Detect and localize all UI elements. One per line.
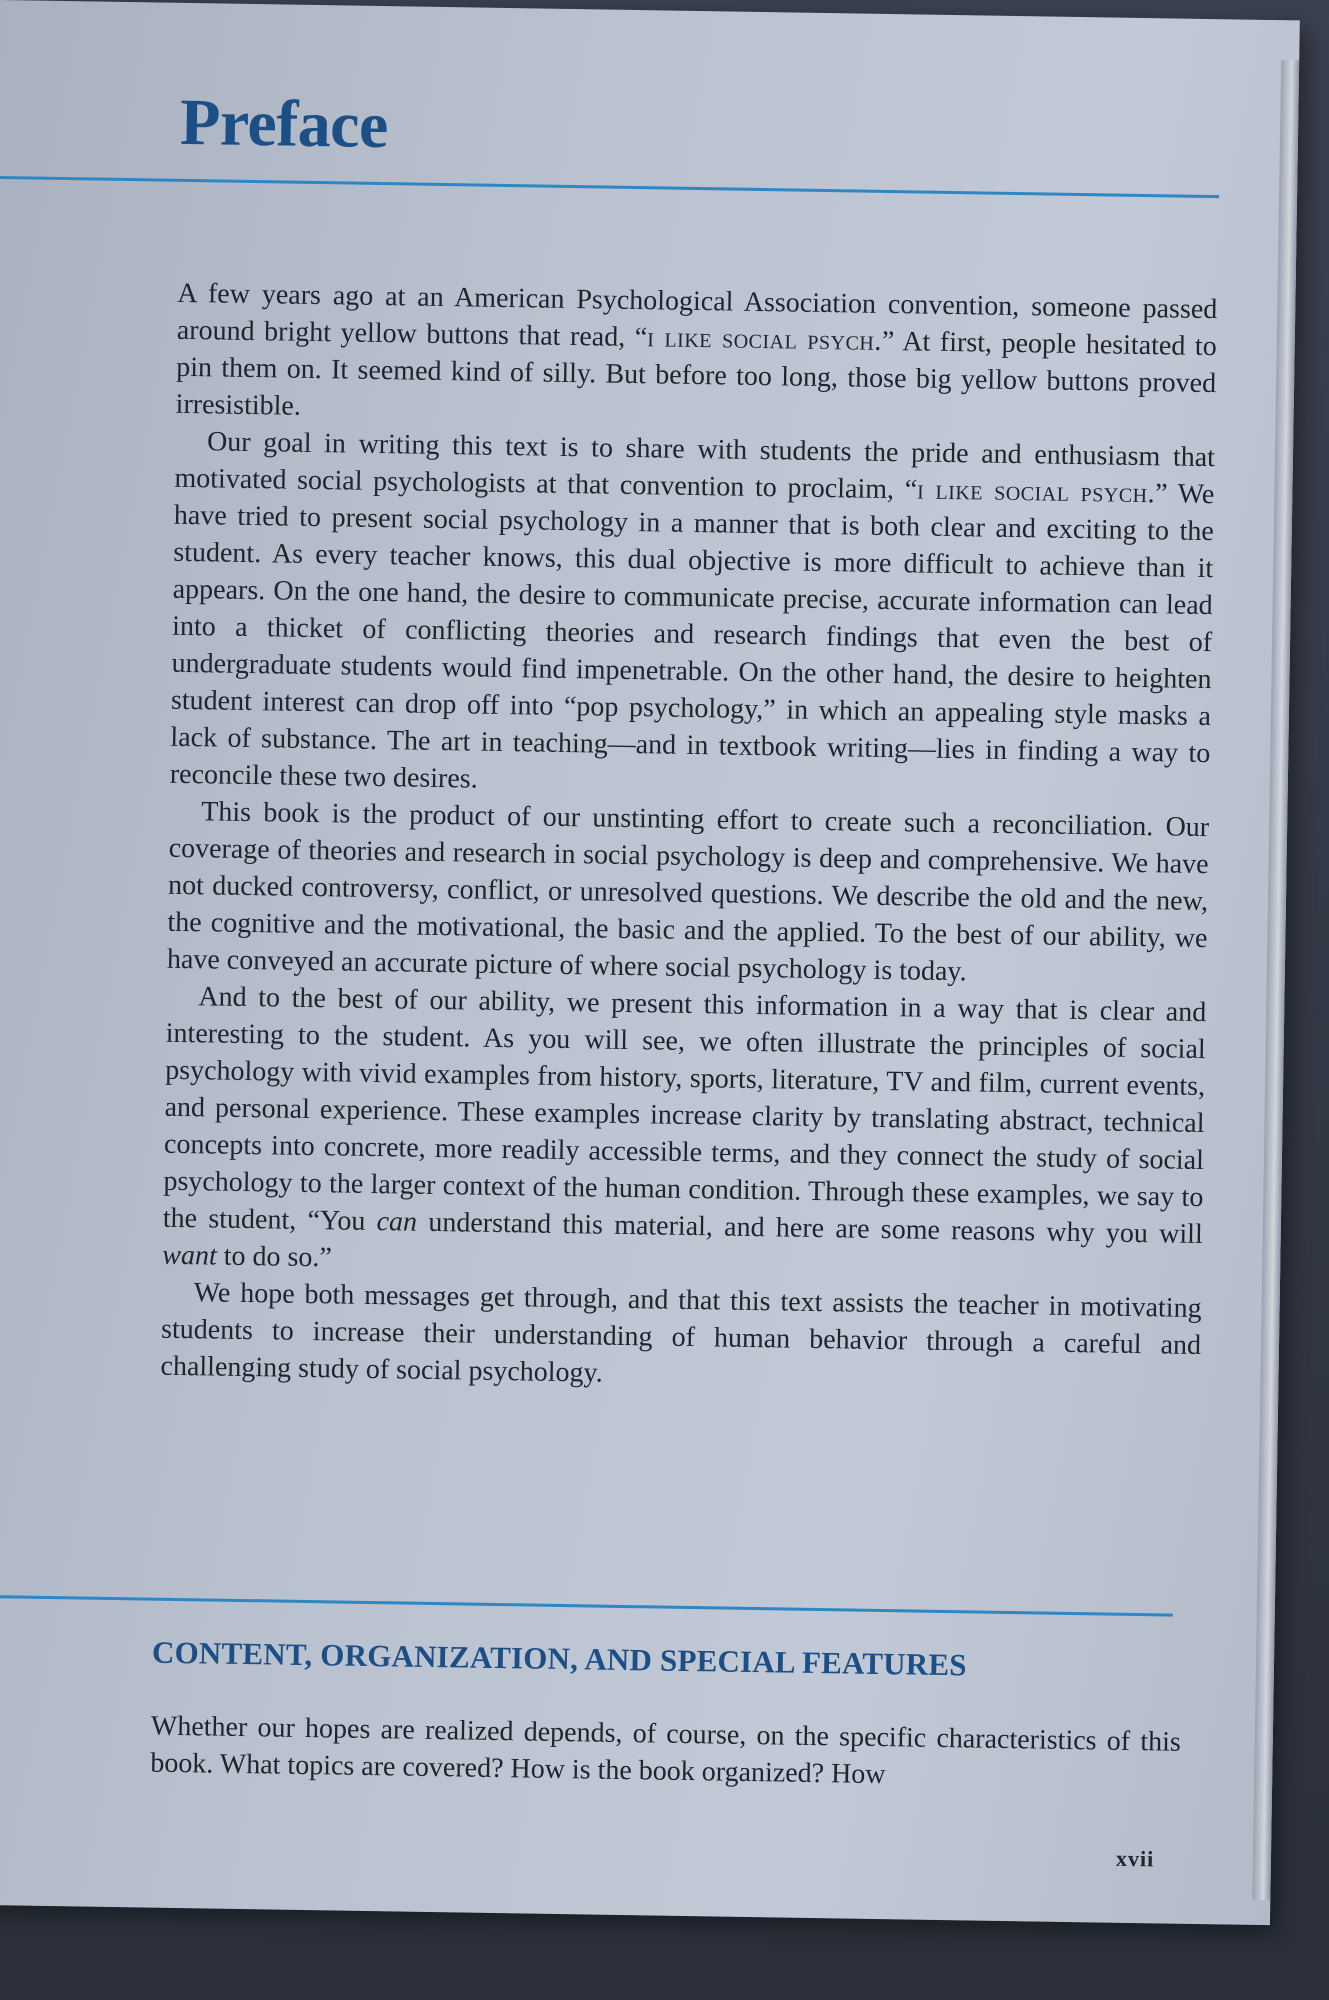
title-rule xyxy=(0,176,1219,198)
page-edge xyxy=(1252,60,1299,1900)
paragraph-4 xyxy=(162,978,1207,1290)
emphasis-want: want xyxy=(162,1239,218,1272)
paragraph-4-text: And to the best of our ability, we present this information in a way that is clear and interesting to the student. As you will see, we often illustrate the principles of social psychology with vivid examples from history, sports, literature, TV and film, current events, and personal experience. These examples increase clarity by translating abstract, technical concepts into concrete, more readily accessible terms, and they connect the study of social psychology to the larger context of the human condition. Through these examples, we say to the student, “You xyxy=(162,981,1207,1238)
paragraph-2-text: Our goal in writing this text is to share with students the pride and enthusiasm that motivated social psychologists at that convention to proclaim, “ xyxy=(174,426,1216,506)
paragraph-2 xyxy=(170,423,1216,809)
paragraph-4-text-middle: understand this material, and here are some reasons why you will xyxy=(416,1206,1204,1251)
paragraph-1-text-end: ” At first, people hesitated to pin them on. It seemed kind of silly. But before too long, those big yellow buttons proved irresistible. xyxy=(175,325,1217,422)
button-slogan: i like social psych. xyxy=(646,322,883,357)
paragraph-1-text: A few years ago at an American Psychological Association convention, someone passed around bright yellow buttons that read, “ xyxy=(176,277,1218,354)
section-paragraph: Whether our hopes are realized depends, of course, on the specific characteristics of this book. What topics are covered? How is the book organized? How xyxy=(150,1710,1182,1791)
paragraph-5: We hope both messages get through, and that this text assists the teacher in motivating students to increase their understanding of human behavior through a careful and challenging study of social psychology. xyxy=(160,1277,1202,1389)
emphasis-can: can xyxy=(376,1206,418,1238)
preface-body xyxy=(160,275,1217,1401)
section-rule xyxy=(0,1595,1173,1617)
paragraph-2-text-end: ” We have tried to present social psychology in a manner that is both clear and exciting to the student. As every teacher knows, this dual objective is more difficult to achieve than it appears. On the one hand, the desire to communicate precise, accurate information can lead into a thicket of conflicting theories and research findings that even the best of undergraduate students would find impenetrable. On the other hand, the desire to heighten student interest can drop off into “pop psychology,” in which an appealing style masks a lack of substance. The art in teaching—and in textbook writing—lies in finding a way to reconcile these two desires. xyxy=(169,478,1215,795)
paragraph-3: This book is the product of our unstinting effort to create such a reconciliation. Our coverage of theories and research in social psychology is deep and comprehensive. We have not ducked controversy, conflict, or unresolved questions. We describe the old and the new, the cognitive and the motivational, the basic and the applied. To the best of our ability, we have conveyed an accurate picture of where social psychology is today. xyxy=(166,796,1210,988)
page-title: Preface xyxy=(179,85,389,163)
button-slogan-repeat: i like social psych. xyxy=(916,474,1156,510)
paragraph-1 xyxy=(175,275,1217,439)
paragraph-4-text-end: to do so.” xyxy=(216,1240,333,1274)
page-number: xvii xyxy=(1115,1845,1155,1872)
section-heading: CONTENT, ORGANIZATION, AND SPECIAL FEATURES xyxy=(151,1634,967,1683)
